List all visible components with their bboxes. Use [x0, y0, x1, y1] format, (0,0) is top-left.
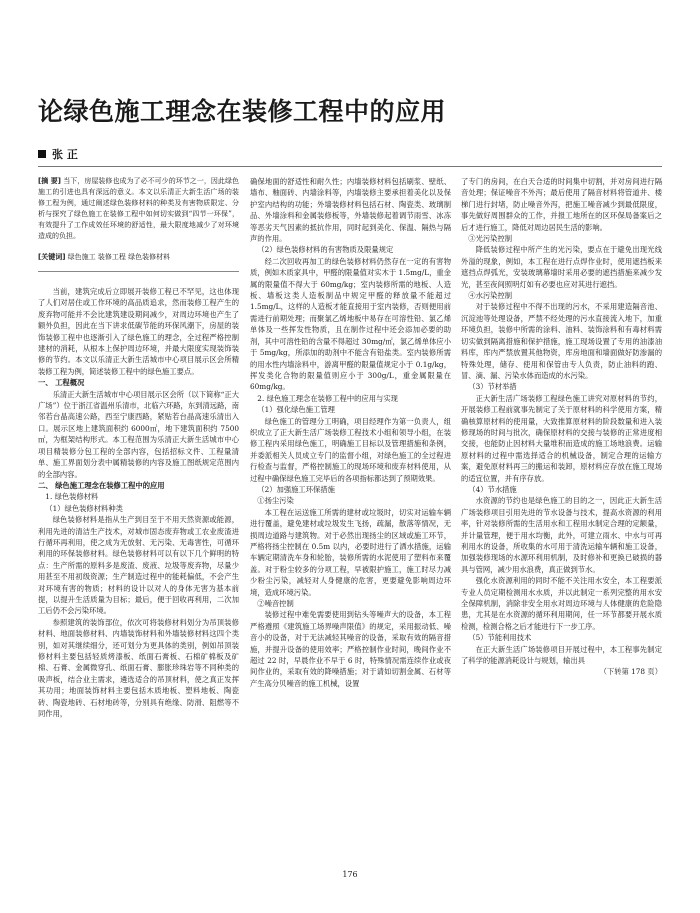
materials-paragraph: 绿色装修材料是指从生产到目至于不用天然资源或能源，利用先进的清洁生产技术，对城市固态废弃物或工农业废渣进行循环再利用，使之成为无放射、无污染、无毒害性，可循环利用的环保装修材料。绿色装修材料可以有以下几个鲜明的特点：生产所需的原料多是废渣、废液、垃圾等废弃物，尽量少用甚至不用初级资源；生产制造过程中的能耗偏低，不会产生对环境有害的物质；材料的设计以对人的身体无害为基本前提，以提升生活质量为目标；最后，便于回收再利用，二次加工后仍不会污染环境。	[38, 515, 239, 616]
material-saving-paragraph: 正大新生活广场装修工程绿色施工讲究对原材料的节约，开展装修工程前就事先制定了关于原材料的科学使用方案，精确核算原材料的使用量，大致推算原材料的阶段数量和进入装修现场的时间与批次，确保原材料的交接与装修的正常进度相交接，也能防止因材料大量堆积而造成的施工场地浪费。运输原材料的过程中需选择适合的机械设备，制定合理的运输方案，避免原材料再三的搬运和装卸，原材料应存放在施工现场的适宜位置，并有序存放。	[461, 393, 662, 483]
subheading-management: （1）强化绿色施工管理	[257, 405, 335, 415]
intro-paragraph: 当前，建筑完成后立即展开装修工程已不罕见，这也体现了人们对居住或工作环境的高品质追求，然而装修工程产生的废弃物可能并不会比建筑建设期间减少，对周边环境也产生了额外负担，因此在当下讲求低碳节能的环保风潮下，房屋的装饰装修工程中也逐渐引入了绿色施工的理念，全过程严格控制建材的消耗，从根本上保护周边环境，并最大限度实现装饰装修的节约。本文以乐清正大新生活城市中心项目展示区会所精装修工程为例，简述装修工程中的绿色施工要点。	[38, 287, 239, 376]
section-heading-1: 一、 工程概况	[38, 378, 85, 388]
section-heading-2: 二、 绿色施工理念在装修工程中的应用	[38, 480, 165, 490]
overview-paragraph: 乐清正大新生活城市中心项目展示区会所（以下简称“正大广场”）位于浙江省温州乐清市，北临六环路，东到清远路，南邻若台晶高速公路，西至宁康西路，紧贴若台晶高速乐清出入口。展示区地上建筑面积约 6000㎡，地下建筑面积约 7500㎡，为框架结构形式。本工程范围为乐清正大新生活城市中心项目精装修分包工程的全部内容，包括招标文件、工程量清单、施工界面划分表中属精装修的内容及施工图纸规定范围内的全部内容。	[38, 389, 239, 479]
column-1	[38, 176, 239, 868]
noise-continued-paragraph: 了专门的房间，在白天合适的时间集中切割，并对房间进行隔音处理；保证噪音不外泻；最后使用了隔音材料将管道井、楼梯门进行封堵，防止噪音外泻，把施工噪音减少到最低限度，事先做好周围群众的工作，并报工地所在的区环保局备案后之后才进行施工，降低对周边居民生活的影响。	[461, 177, 662, 232]
water-safety-paragraph: 强化水资源利用的同时不能不关注用水安全，本工程要派专业人员定期检测用水水质，并以此制定一系列完整的用水安全保障机制，消除非安全用水对周边环境与人体健康的危险隐患，尤其是在水资源的循环利用期间，任一环节都要开展水质检测，检测合格之后才能进行下一步工序。	[461, 576, 662, 631]
noise-paragraph: 装修过程中难免需要使用到钻头等噪声大的设备，本工程严格遵照《建筑施工场界噪声限值》的规定，采用振动低、噪音小的设备，对于无法减轻其噪音的设备，采取有效的隔音措施，并提升设备的使用效率；严格控制作业时间，晚间作业不超过 22 时，早晨作业不早于 6 时，特殊情况需连续作业或夜间作业的，采取有效的降噪措施；对于请如切割金属、石材等产生高分贝噪音的施工机械，设置	[250, 610, 451, 688]
header-divider	[38, 166, 662, 167]
subheading-energy: （5）节能利用技术	[468, 633, 532, 643]
hazardous-limits-paragraph: 经二次回收再加工的绿色装修材料仍然存在一定的有害物质，例如木质家具中，甲醛的限量值对实木于 1.5mg/L，重金属的限量值不得大于 60mg/kg；室内装修所需的地板、人造板、墙板这类人造板制品中规定甲醛的释放量不能超过 1.5mg/L，这样的人造板才能直接用于室内装修，否则便用前需进行前期处理；而聚氯乙烯地板中易存在可溶性铅、氯乙烯单体及一些挥发性物质，且在制作过程中还会添加必要的助剂，其中可溶性铅的含量不得超过 30mg/㎡，氯乙烯单体应小于 5mg/kg，所添加的助剂中不能含有铅盐类。室内装修所需的用水性内墙涂料中，游离甲醛的限量值规定小于 0.1g/kg，挥发类化合物的限量值则应小于 300g/L，重金属限量在 60mg/kg。	[250, 256, 451, 392]
light-paragraph: 降低装修过程中所产生的光污染，要点在于避免出现光线外溢的现象，例如，本工程在进行点焊作业时，使用遮挡板来遮挡点焊弧光，安装玻璃幕墙时采用必要的遮挡措施来减少发光，甚至夜间照明灯如有必要也应对其进行遮挡。	[461, 245, 662, 289]
abstract-label: [摘 要]	[38, 177, 61, 185]
water-pollution-paragraph: 对于装修过程中不得不出现的污水，不采用建造隔音池、沉淀池等处理设备，严禁不经处理的污水直接流入地下，加重环境负担，装修中所需的涂料、油料、装饰涂料和有毒材料需切实做到隔离措施和保护措施，施工现场设置了专用的油漆油料库，库内严禁放置其他物资，库房地面和墙面做好防渗漏的特殊处理，储存、使用和保管由专人负责，防止油料的跑、冒、滴、漏、污染水体而造成的水污染。	[461, 302, 662, 380]
abstract-divider	[38, 271, 239, 272]
dust-paragraph: 本工程在运送施工所需的建材或垃圾时，切实对运输车辆进行覆盖，避免建材或垃圾发生飞扬，疏漏，散落等情况，无损周边道路与建筑物。对于必然出现扬尘的区域或施工环节，严格将扬尘控制在 0.5m 以内，必要时进行了洒水措施，运输车辆定期清洗车身和轮胎，装修所需的水泥使用了塑料布来覆盖。对于粉尘较多的分项工程，早被限护施工，施工时尽力减少粉尘污染，减轻对人身健康的危害，更要避免影响周边环境，造成环境污染。	[250, 507, 451, 597]
materials-continued-paragraph: 确保地面的舒适性和耐久性；内墙装修材料包括刷浆、壁纸、墙布、釉面砖、内墙涂料等，内墙装修主要承担着美化以及保护室内结构的功能；外墙装修材料包括石材、陶瓷类、玻璃制品、外墙涂料和金属装修板等，外墙装修起着调节雨雪、冰冻等恶劣天气因素的抵抗作用，同时起到美化、保温、隔热与隔声的作用。	[250, 177, 451, 244]
materials-categories-paragraph: 参照建筑的装饰部位，依次可将装修材料划分为吊顶装修材料、地面装修材料、内墙装饰材料和外墙装修材料这四个类别，如对其继续细分，还可划分为更具体的类别，例如吊顶装修材料主要包括轻质烤漆板、纸面石膏板、石棉矿棉板及矿棉、石膏、金属微穿孔、纸面石膏、膨胀珍珠岩等不同种类的吸声板，结合业主需求，遴选适合的吊顶材料，使之真正发挥其功用；地面装饰材料主要包括木质地板、塑料地板、陶瓷砖、陶瓷地砖、石材地砖等，分别具有绝缘、防滑、阻燃等不同作用，	[38, 617, 239, 719]
author-name: 张 正	[52, 148, 78, 161]
subheading-light: ③光污染控制	[468, 234, 513, 244]
keywords-label: [关键词]	[38, 253, 66, 261]
subheading-material-types: （1）绿色装修材料种类	[45, 503, 123, 513]
column-2	[250, 176, 451, 868]
keywords-text: 绿色施工 装修工程 绿色装修材料	[67, 253, 171, 261]
keywords	[38, 252, 239, 263]
subheading-water-pollution: ④水污染控制	[468, 291, 513, 301]
author-line	[38, 146, 78, 162]
article-title: 论绿色施工理念在装修工程中的应用	[38, 97, 447, 126]
page-number: 176	[342, 870, 358, 879]
continued-note: （下转第 178 页）	[599, 667, 662, 677]
energy-paragraph: 在正大新生活广场装修项目开展过程中，本工程事先制定了科学的能源消耗设计与规划，输出具	[461, 644, 662, 666]
management-paragraph: 绿色施工的管理分工明确，项目经理作为第一负责人，组织成立了正大新生活广场装修工程技术小组和领导小组，在装修工程内采用绿色施工，明确施工目标以及管理措施和条例，并委派相关人员成立专门的监督小组，对绿色施工的全过程进行检查与监督，严格控制施工的现场环境和废弃材料使用，从过程中确保绿色施工完毕后的各项指标都达到了预期效果。	[250, 416, 451, 483]
subheading-materials: 1. 绿色装修材料	[45, 492, 99, 502]
abstract-text: 当下，房屋装修也成为了必不可少的环节之一，因此绿色施工的引进也具有深远的意义。本文以乐清正大新生活广场的装修工程为例，通过阐述绿色装修材料的种类及有害物质限定、分析与探究了绿色施工在装修工程中如何切实做到“四节一环保”，有效提升了工作成效任环境的舒适性，最大限度地减少了对环境造成的负担。	[38, 177, 239, 240]
subheading-material-saving: （3）节材举措	[468, 382, 517, 392]
subheading-noise: ②噪音控制	[257, 599, 294, 609]
subheading-application: 2. 绿色施工理念在装修工程中的应用与实现	[257, 393, 398, 403]
subheading-environmental-measures: （2）加强施工环保措施	[257, 484, 335, 494]
subheading-hazardous-limits: （2）绿色装修材料的有害物质及限量规定	[257, 245, 394, 255]
abstract	[38, 176, 239, 242]
water-saving-paragraph: 水资源的节约也是绿色施工的目的之一，因此正大新生活广场装修项目引用先进的节水设备与技术，提高水资源的利用率，针对装修所需的生活用水和工程用水制定合理的定额量，并计量管理，便于用水均衡，此外，可建立雨水、中水与可再利用水的设备，所收集的水可用于清洗运输车辆和施工设备，加强装修现场的水源环利用机制，及时修补和更换已破损的器具与管网，减少用水浪费，真正做到节水。	[461, 496, 662, 574]
subheading-water-saving: （4）节水措施	[468, 484, 517, 494]
column-3	[461, 176, 662, 868]
square-bullet-icon	[38, 150, 46, 158]
subheading-dust: ①扬尘污染	[257, 496, 294, 506]
